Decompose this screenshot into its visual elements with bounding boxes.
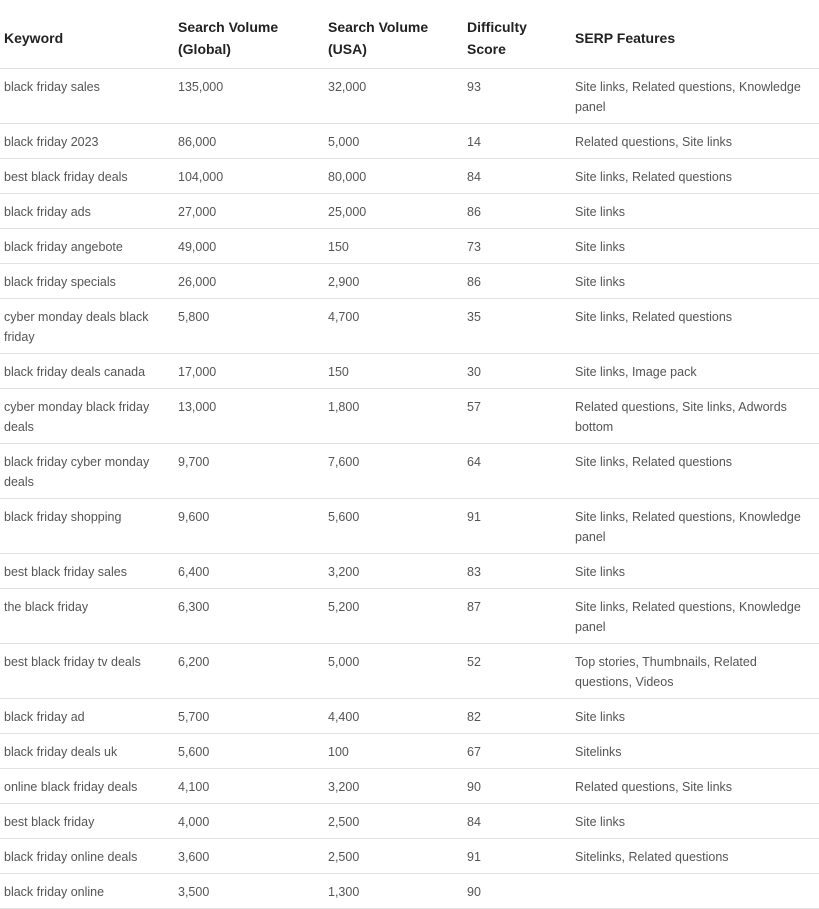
cell-search-volume-global: 49,000 xyxy=(174,229,324,264)
cell-serp-features: Site links xyxy=(571,264,819,299)
cell-serp-features: Site links, Related questions, Knowledge panel xyxy=(571,499,819,554)
cell-search-volume-global: 27,000 xyxy=(174,194,324,229)
table-row xyxy=(0,839,819,874)
cell-difficulty-score: 64 xyxy=(463,444,571,499)
table-row xyxy=(0,159,819,194)
cell-difficulty-score: 90 xyxy=(463,769,571,804)
header-line-2: Score xyxy=(467,41,506,57)
table-row xyxy=(0,299,819,354)
cell-search-volume-global: 26,000 xyxy=(174,264,324,299)
header-serp-label: SERP Features xyxy=(575,30,676,46)
table-row xyxy=(0,874,819,909)
cell-serp-features: Site links xyxy=(571,229,819,264)
header-difficulty-score xyxy=(463,0,571,69)
cell-difficulty-score: 90 xyxy=(463,874,571,909)
cell-search-volume-usa: 2,900 xyxy=(324,264,463,299)
table-row xyxy=(0,264,819,299)
cell-search-volume-global: 13,000 xyxy=(174,389,324,444)
table-row xyxy=(0,499,819,554)
cell-difficulty-score: 86 xyxy=(463,194,571,229)
cell-search-volume-usa: 4,400 xyxy=(324,699,463,734)
cell-search-volume-global: 4,000 xyxy=(174,804,324,839)
table-header xyxy=(0,0,819,69)
table-row xyxy=(0,644,819,699)
cell-search-volume-usa: 25,000 xyxy=(324,194,463,229)
cell-search-volume-usa: 1,300 xyxy=(324,874,463,909)
cell-search-volume-global: 6,400 xyxy=(174,554,324,589)
cell-serp-features: Site links xyxy=(571,804,819,839)
cell-search-volume-global: 135,000 xyxy=(174,69,324,124)
cell-keyword: black friday deals uk xyxy=(0,734,174,769)
cell-search-volume-global: 6,200 xyxy=(174,644,324,699)
cell-search-volume-usa: 32,000 xyxy=(324,69,463,124)
cell-keyword: cyber monday black friday deals xyxy=(0,389,174,444)
header-keyword-label: Keyword xyxy=(4,30,64,46)
cell-difficulty-score: 91 xyxy=(463,499,571,554)
cell-serp-features: Related questions, Site links, Adwords bottom xyxy=(571,389,819,444)
cell-keyword: black friday sales xyxy=(0,69,174,124)
table-row xyxy=(0,354,819,389)
cell-keyword: black friday ads xyxy=(0,194,174,229)
cell-search-volume-usa: 80,000 xyxy=(324,159,463,194)
header-search-volume-usa xyxy=(324,0,463,69)
cell-search-volume-usa: 100 xyxy=(324,734,463,769)
cell-search-volume-global: 5,800 xyxy=(174,299,324,354)
cell-difficulty-score: 84 xyxy=(463,804,571,839)
table-row xyxy=(0,69,819,124)
cell-difficulty-score: 93 xyxy=(463,69,571,124)
cell-keyword: black friday shopping xyxy=(0,499,174,554)
table-row xyxy=(0,389,819,444)
header-row xyxy=(0,0,819,69)
table-row xyxy=(0,699,819,734)
cell-search-volume-global: 86,000 xyxy=(174,124,324,159)
cell-keyword: black friday deals canada xyxy=(0,354,174,389)
cell-difficulty-score: 84 xyxy=(463,159,571,194)
cell-difficulty-score: 82 xyxy=(463,699,571,734)
cell-keyword: black friday specials xyxy=(0,264,174,299)
cell-search-volume-global: 3,500 xyxy=(174,874,324,909)
cell-serp-features: Site links xyxy=(571,554,819,589)
header-line-2: (Global) xyxy=(178,41,231,57)
table-row xyxy=(0,229,819,264)
table-row xyxy=(0,444,819,499)
cell-difficulty-score: 86 xyxy=(463,264,571,299)
table-row xyxy=(0,554,819,589)
cell-difficulty-score: 73 xyxy=(463,229,571,264)
cell-keyword: best black friday xyxy=(0,804,174,839)
cell-serp-features: Site links, Related questions xyxy=(571,159,819,194)
cell-search-volume-usa: 5,600 xyxy=(324,499,463,554)
cell-serp-features: Sitelinks xyxy=(571,734,819,769)
cell-search-volume-global: 5,600 xyxy=(174,734,324,769)
cell-search-volume-usa: 5,200 xyxy=(324,589,463,644)
table-row xyxy=(0,804,819,839)
cell-serp-features xyxy=(571,874,819,909)
cell-serp-features: Site links xyxy=(571,699,819,734)
cell-difficulty-score: 52 xyxy=(463,644,571,699)
header-serp-features xyxy=(571,0,819,69)
cell-search-volume-usa: 5,000 xyxy=(324,124,463,159)
cell-serp-features: Related questions, Site links xyxy=(571,769,819,804)
header-search-volume-global xyxy=(174,0,324,69)
cell-difficulty-score: 83 xyxy=(463,554,571,589)
cell-search-volume-usa: 3,200 xyxy=(324,769,463,804)
cell-search-volume-usa: 1,800 xyxy=(324,389,463,444)
table-row xyxy=(0,194,819,229)
cell-serp-features: Related questions, Site links xyxy=(571,124,819,159)
cell-keyword: black friday ad xyxy=(0,699,174,734)
cell-keyword: best black friday sales xyxy=(0,554,174,589)
cell-search-volume-usa: 3,200 xyxy=(324,554,463,589)
cell-serp-features: Site links, Image pack xyxy=(571,354,819,389)
cell-search-volume-global: 9,600 xyxy=(174,499,324,554)
cell-search-volume-global: 17,000 xyxy=(174,354,324,389)
cell-serp-features: Sitelinks, Related questions xyxy=(571,839,819,874)
cell-search-volume-usa: 2,500 xyxy=(324,804,463,839)
cell-keyword: best black friday deals xyxy=(0,159,174,194)
cell-search-volume-global: 104,000 xyxy=(174,159,324,194)
header-line-2: (USA) xyxy=(328,41,367,57)
cell-search-volume-usa: 150 xyxy=(324,354,463,389)
cell-difficulty-score: 30 xyxy=(463,354,571,389)
cell-keyword: black friday online deals xyxy=(0,839,174,874)
cell-serp-features: Site links xyxy=(571,194,819,229)
header-keyword xyxy=(0,0,174,69)
cell-serp-features: Site links, Related questions, Knowledge panel xyxy=(571,69,819,124)
table-row xyxy=(0,124,819,159)
table-row xyxy=(0,734,819,769)
cell-keyword: black friday angebote xyxy=(0,229,174,264)
table-body xyxy=(0,69,819,909)
cell-search-volume-usa: 4,700 xyxy=(324,299,463,354)
cell-difficulty-score: 14 xyxy=(463,124,571,159)
cell-search-volume-global: 5,700 xyxy=(174,699,324,734)
cell-keyword: black friday cyber monday deals xyxy=(0,444,174,499)
cell-difficulty-score: 57 xyxy=(463,389,571,444)
cell-serp-features: Site links, Related questions xyxy=(571,299,819,354)
cell-keyword: cyber monday deals black friday xyxy=(0,299,174,354)
cell-difficulty-score: 67 xyxy=(463,734,571,769)
cell-search-volume-usa: 7,600 xyxy=(324,444,463,499)
cell-search-volume-usa: 2,500 xyxy=(324,839,463,874)
table-row xyxy=(0,589,819,644)
cell-keyword: black friday 2023 xyxy=(0,124,174,159)
header-line-1: Search Volume xyxy=(178,19,279,35)
cell-search-volume-global: 4,100 xyxy=(174,769,324,804)
cell-serp-features: Site links, Related questions xyxy=(571,444,819,499)
cell-keyword: the black friday xyxy=(0,589,174,644)
cell-keyword: best black friday tv deals xyxy=(0,644,174,699)
cell-serp-features: Site links, Related questions, Knowledge panel xyxy=(571,589,819,644)
header-line-1: Search Volume xyxy=(328,19,429,35)
cell-search-volume-global: 6,300 xyxy=(174,589,324,644)
cell-serp-features: Top stories, Thumbnails, Related questions, Videos xyxy=(571,644,819,699)
cell-difficulty-score: 35 xyxy=(463,299,571,354)
cell-keyword: black friday online xyxy=(0,874,174,909)
table-row xyxy=(0,769,819,804)
cell-search-volume-usa: 5,000 xyxy=(324,644,463,699)
cell-keyword: online black friday deals xyxy=(0,769,174,804)
cell-search-volume-global: 3,600 xyxy=(174,839,324,874)
cell-search-volume-global: 9,700 xyxy=(174,444,324,499)
cell-search-volume-usa: 150 xyxy=(324,229,463,264)
cell-difficulty-score: 91 xyxy=(463,839,571,874)
header-line-1: Difficulty xyxy=(467,19,527,35)
cell-difficulty-score: 87 xyxy=(463,589,571,644)
